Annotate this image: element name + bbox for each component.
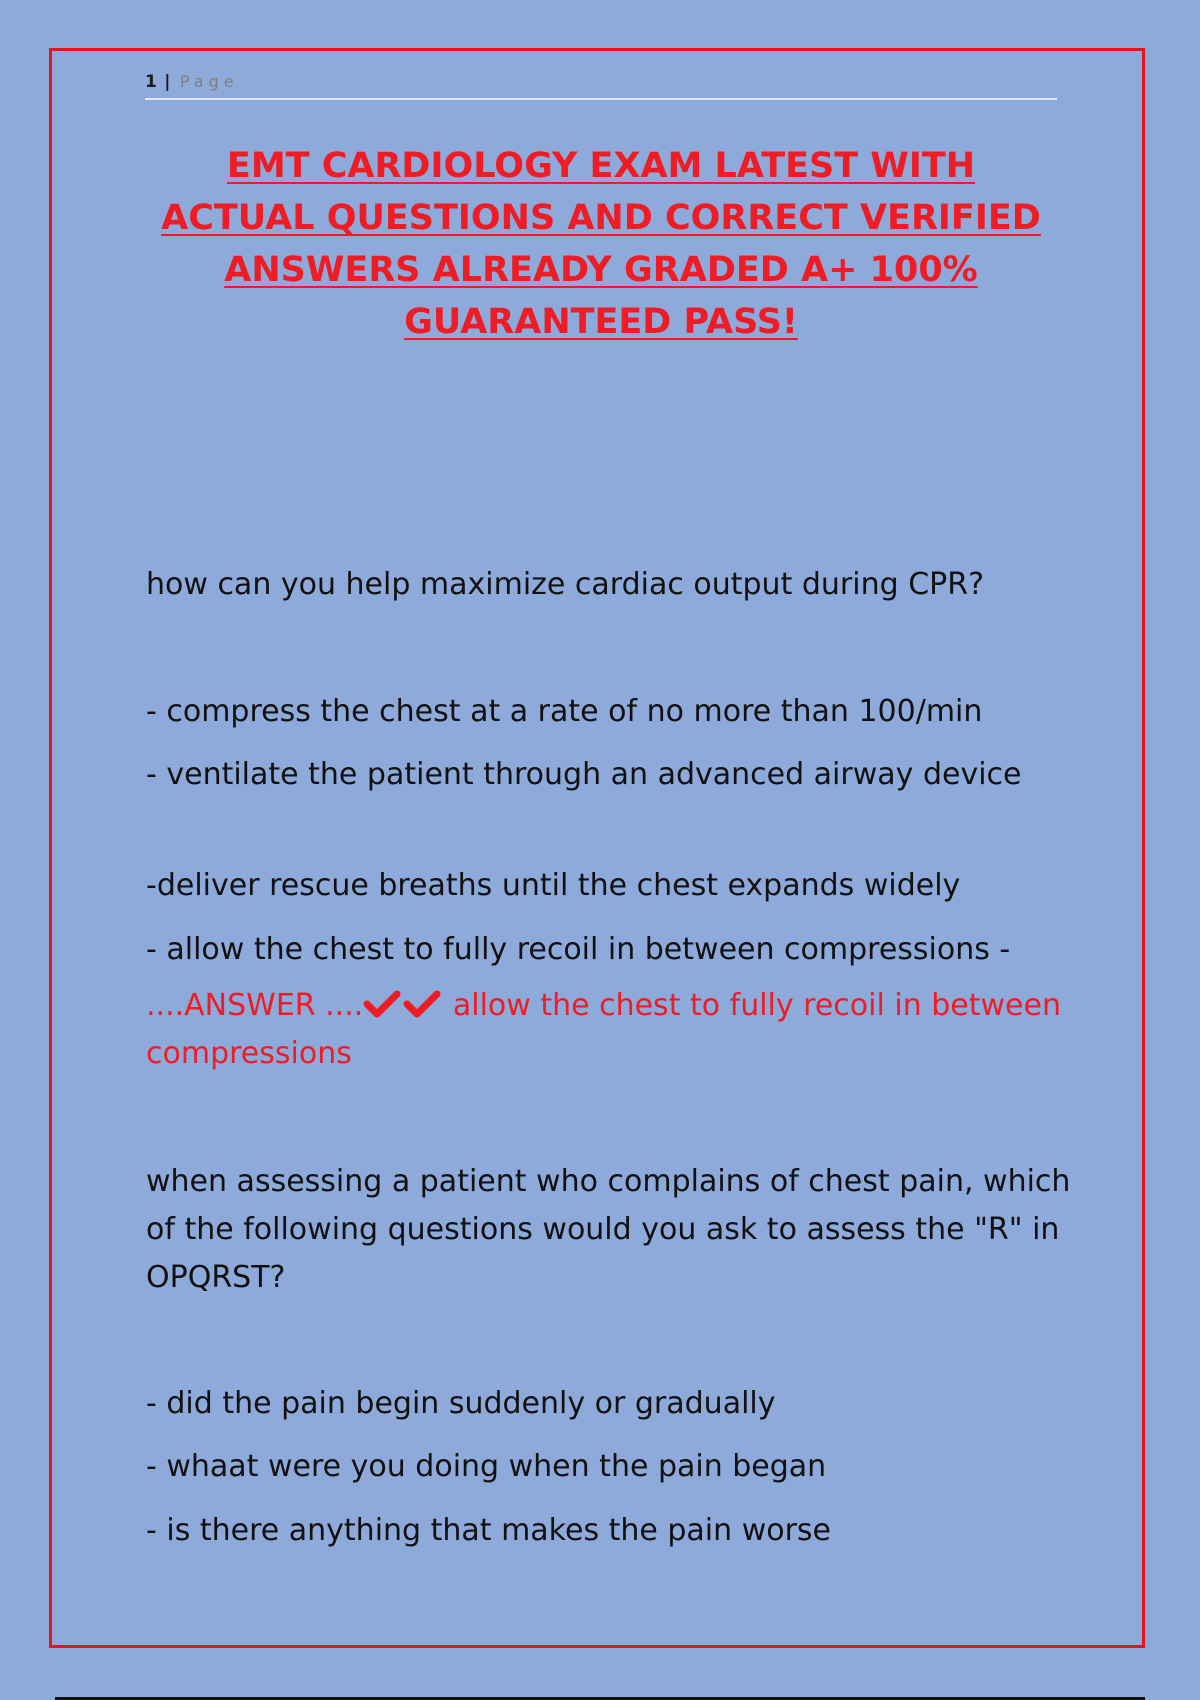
question-2-option-2: - whaat were you doing when the pain began: [146, 1449, 827, 1484]
question-1-option-1: - compress the chest at a rate of no more than 100/min: [146, 694, 983, 729]
document-title: EMT CARDIOLOGY EXAM LATEST WITH ACTUAL QUESTIONS AND CORRECT VERIFIED ANSWERS ALREADY GRADED A+ 100% GUARANTEED PASS!: [161, 146, 1041, 342]
checkmark-icon: [403, 989, 443, 1019]
question-1-text: how can you help maximize cardiac output during CPR?: [146, 567, 984, 602]
checkmark-icon: [363, 989, 403, 1019]
page-header: [145, 70, 1057, 100]
question-2-option-1: - did the pain begin suddenly or gradually: [146, 1386, 776, 1421]
question-1-option-2: - ventilate the patient through an advanced airway device: [146, 757, 1022, 792]
page-label: Page: [179, 72, 239, 91]
question-1-option-4: - allow the chest to fully recoil in between compressions -: [146, 932, 1011, 967]
question-2-text: when assessing a patient who complains of chest pain, which of the following questions would you ask to assess the "R" in OPQRST?: [146, 1164, 1071, 1295]
question-1-answer: [146, 982, 1071, 1078]
answer-prefix: ....ANSWER ....: [146, 988, 364, 1023]
question-2-option-3: - is there anything that makes the pain worse: [146, 1513, 832, 1548]
header-separator: |: [164, 72, 171, 92]
question-1-option-3: -deliver rescue breaths until the chest expands widely: [146, 868, 961, 903]
page-number: 1: [145, 72, 157, 92]
answer-text: allow the chest to fully recoil in between compressions: [146, 988, 1061, 1071]
